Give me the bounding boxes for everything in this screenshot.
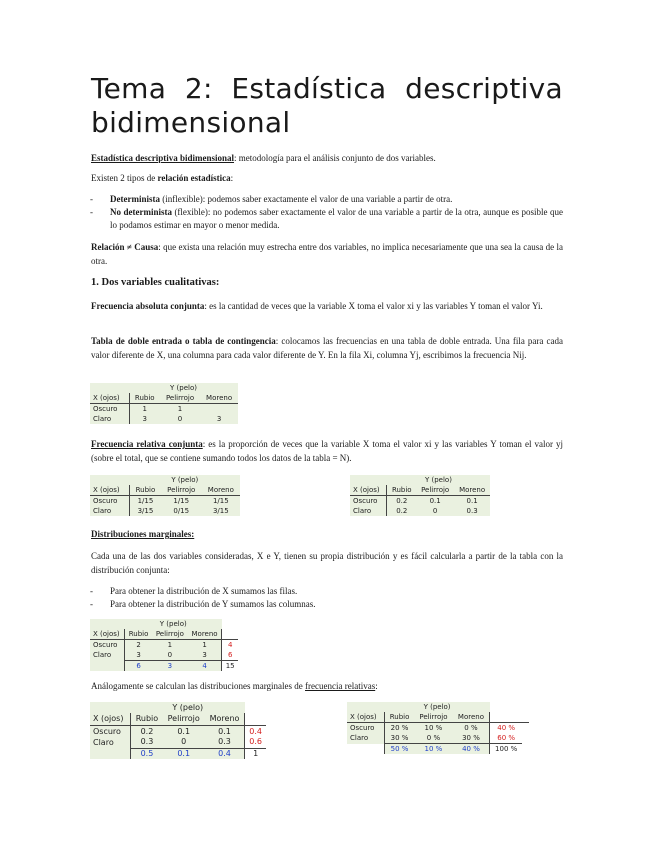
table-cell: 0 % (453, 723, 490, 734)
table-col-header: Moreno (188, 629, 222, 640)
table-col-header: Pelirrojo (416, 485, 454, 496)
marginal-heading (91, 527, 563, 541)
intro-text: : metodología para el análisis conjunto de dos variables. (234, 153, 436, 163)
list-item-sum-rows (90, 585, 563, 598)
page-title: Tema 2: Estadística descriptiva bidimensional (91, 72, 563, 139)
column-total: 40 % (453, 744, 490, 755)
table-row-header: Oscuro (93, 641, 118, 649)
table-cell: 3/15 (130, 506, 161, 516)
relation-term: Relación ≠ Causa (91, 242, 159, 252)
table-row (347, 702, 529, 712)
table-cell: 0.3 (466, 507, 478, 515)
table-cell: 0.1 (177, 726, 191, 736)
column-total: 0.1 (163, 748, 205, 759)
relation-paragraph (91, 240, 563, 268)
row-total: 0.4 (245, 726, 266, 738)
type-term: No determinista (110, 207, 172, 217)
table-row (90, 713, 266, 726)
table-cell: 2 (125, 640, 152, 651)
table-row-header: Claro (93, 507, 112, 515)
types-intro (91, 171, 563, 185)
analog-paragraph (91, 679, 563, 693)
table-row (90, 485, 240, 496)
relative-decimal-table (350, 475, 490, 516)
table-row (90, 640, 238, 651)
table-col-header: Rubio (130, 485, 161, 496)
table-row (347, 744, 529, 755)
table-row (347, 712, 529, 723)
table-col-header: Rubio (129, 393, 160, 404)
table-col-header: Rubio (125, 629, 152, 640)
table-row (350, 496, 490, 507)
bullet-dash: - (90, 599, 93, 609)
table-x-label: X (ojos) (90, 485, 130, 496)
table-row (90, 496, 240, 507)
table-row (90, 661, 238, 672)
table-col-header: Pelirrojo (161, 485, 202, 496)
table-row (90, 629, 238, 640)
table-cell: 0.3 (205, 737, 245, 748)
table-row (350, 506, 490, 516)
table-row (90, 650, 238, 661)
row-total: 60 % (490, 733, 523, 744)
tabla-text: : colocamos las frecuencias en una tabla de doble entrada. Una fila para cada valor diferente de X, una columna para cada valor diferente de Y. En la fila Xi, columna Yj, escribimos la frecuencia Nij. (91, 336, 563, 360)
intro-paragraph (91, 151, 563, 165)
table-cell: 0.2 (387, 496, 416, 507)
table-cell (200, 404, 238, 415)
table-row-header: Claro (353, 507, 372, 515)
list-item-determinista (90, 193, 563, 206)
column-total: 50 % (385, 744, 415, 755)
table-cell: 1/15 (212, 497, 229, 505)
table-cell: 20 % (385, 723, 415, 734)
grand-total: 100 % (490, 744, 523, 755)
freq-rel-term: Frecuencia relativa conjunta (91, 439, 203, 449)
tabla-paragraph (91, 334, 563, 362)
table-cell: 0 (177, 415, 183, 423)
table-row-header: Claro (350, 734, 369, 743)
table-cell: 3 (216, 415, 222, 423)
table-x-label: X (ojos) (90, 393, 129, 404)
type-text: (flexible): no podemos saber exactamente el valor de una variable a partir de la otra, aunque es posible que lo podamos estimar en mayor o menor medida. (110, 207, 563, 230)
table-cell: 3 (188, 650, 222, 661)
types-intro-before: Existen 2 tipos de (91, 173, 158, 183)
table-col-header: Pelirrojo (414, 712, 453, 723)
table-col-header: Moreno (200, 393, 238, 404)
types-intro-term: relación estadística (157, 173, 231, 183)
grand-total: 1 (245, 748, 266, 759)
table-y-label: Y (pelo) (424, 476, 452, 484)
table-row-header: Claro (93, 651, 112, 660)
table-cell: 1 (188, 640, 222, 651)
table-y-label: Y (pelo) (170, 384, 197, 392)
table-row (347, 723, 529, 734)
table-row (90, 506, 240, 516)
row-total: 0.6 (245, 737, 266, 748)
table-row (90, 404, 238, 415)
table-row (90, 475, 240, 485)
table-cell: 1 (177, 405, 183, 413)
table-y-label: Y (pelo) (423, 703, 451, 711)
column-total: 0.5 (131, 748, 163, 759)
table-row (90, 393, 238, 404)
table-cell: 0.2 (387, 506, 416, 516)
table-cell: 0/15 (173, 507, 190, 515)
section-heading-cualitativas: 1. Dos variables cualitativas: (91, 277, 220, 288)
table-row (90, 619, 238, 629)
analog-after: : (375, 681, 378, 691)
table-cell: 0 % (426, 734, 441, 742)
marginal-relative-decimal-table (90, 702, 266, 759)
marginal-title: Distribuciones marginales: (91, 529, 195, 539)
table-row (90, 737, 266, 748)
table-row-header: Oscuro (93, 497, 118, 505)
table-cell: 0.2 (131, 726, 163, 738)
table-row (90, 702, 266, 713)
table-cell: 0 (181, 737, 187, 747)
type-text: (inflexible): podemos saber exactamente el valor de una variable a partir de otra. (159, 194, 453, 204)
table-col-header: Moreno (454, 485, 490, 496)
list-item-no-determinista (90, 206, 563, 232)
table-x-label: X (ojos) (90, 629, 125, 640)
freq-abs-paragraph (91, 299, 563, 313)
table-cell: 0 (167, 651, 173, 659)
table-row (90, 383, 238, 393)
column-total: 0.4 (205, 748, 245, 759)
table-row (350, 485, 490, 496)
table-cell: 3 (129, 414, 160, 424)
table-cell: 1 (167, 641, 173, 649)
column-total: 4 (188, 661, 222, 672)
table-cell: 0.1 (205, 726, 245, 738)
table-row-header: Claro (93, 415, 112, 423)
column-total: 10 % (414, 744, 453, 755)
table-row-header: Oscuro (350, 724, 375, 732)
freq-abs-term: Frecuencia absoluta conjunta (91, 301, 205, 311)
table-col-header: Rubio (131, 713, 163, 726)
table-row-header: Oscuro (93, 405, 118, 413)
table-row (90, 726, 266, 738)
table-row (90, 414, 238, 424)
contingency-table-absolute (90, 383, 238, 424)
row-total: 6 (222, 650, 238, 661)
table-cell: 1/15 (173, 497, 190, 505)
table-row-header: Claro (93, 737, 114, 747)
relative-fraction-table (90, 475, 240, 516)
freq-rel-paragraph (91, 437, 563, 465)
bullet-text: Para obtener la distribución de Y sumamos las columnas. (110, 599, 316, 609)
analog-term: frecuencia relativas (305, 681, 376, 691)
table-col-header: Pelirrojo (163, 713, 205, 726)
table-cell: 0.1 (466, 497, 478, 505)
bullet-text: Para obtener la distribución de X sumamos las filas. (110, 586, 298, 596)
table-x-label: X (ojos) (350, 485, 387, 496)
table-cell: 10 % (424, 724, 443, 732)
table-col-header: Rubio (387, 485, 416, 496)
table-cell: 3/15 (212, 507, 229, 515)
table-col-header: Pelirrojo (160, 393, 200, 404)
relation-text: : que exista una relación muy estrecha entre dos variables, no implica necesariamente que una sea la causa de la otra. (91, 242, 563, 266)
marginal-paragraph: Cada una de las dos variables consideradas, X e Y, tienen su propia distribución y es fácil calcularla a partir de la tabla con la distribución conjunta: (91, 551, 563, 575)
table-col-header: Moreno (205, 713, 245, 726)
table-cell: 30 % (453, 733, 490, 744)
table-col-header: Pelirrojo (152, 629, 188, 640)
freq-abs-text: : es la cantidad de veces que la variable X toma el valor xi y las variables Y toman el valor Yi. (204, 301, 543, 311)
table-cell: 0.1 (429, 497, 441, 505)
table-x-label: X (ojos) (90, 713, 131, 726)
table-row-header: Oscuro (93, 726, 121, 736)
bullet-dash: - (90, 194, 93, 204)
table-cell: 0.3 (131, 737, 163, 748)
table-x-label: X (ojos) (347, 712, 385, 723)
grand-total: 15 (222, 661, 238, 672)
table-col-header: Moreno (202, 485, 240, 496)
table-cell: 3 (125, 650, 152, 661)
table-cell: 30 % (385, 733, 415, 744)
freq-rel-text: : es la proporción de veces que la variable X toma el valor xi y las variables Y toman el valor yj (sobre el total, que se contiene sumando todos los datos de la tabla = N). (91, 439, 564, 463)
type-term: Determinista (110, 194, 160, 204)
row-total: 40 % (490, 723, 523, 734)
table-row (90, 748, 266, 759)
table-cell: 0 (432, 507, 438, 515)
types-intro-after: : (230, 173, 234, 183)
list-item-sum-cols (90, 598, 563, 611)
tabla-term: Tabla de doble entrada o tabla de contingencia (91, 336, 276, 346)
table-row (347, 733, 529, 744)
table-y-label: Y (pelo) (159, 620, 187, 628)
bullet-dash: - (90, 586, 93, 596)
table-row (350, 475, 490, 485)
table-row-header: Oscuro (353, 497, 378, 505)
analog-before: Análogamente se calculan las distribuciones marginales de (91, 681, 306, 691)
table-y-label: Y (pelo) (172, 702, 204, 712)
table-cell: 1/15 (130, 496, 161, 507)
intro-term: Estadística descriptiva bidimensional (91, 153, 235, 163)
table-y-label: Y (pelo) (171, 476, 199, 484)
table-col-header: Moreno (453, 712, 490, 723)
bullet-dash: - (90, 207, 93, 217)
column-total: 3 (152, 661, 188, 672)
column-total: 6 (125, 661, 152, 672)
marginal-absolute-table (90, 619, 238, 671)
marginal-relative-percent-table (347, 702, 529, 754)
table-col-header: Rubio (385, 712, 415, 723)
table-cell: 1 (129, 404, 160, 415)
row-total: 4 (222, 640, 238, 651)
